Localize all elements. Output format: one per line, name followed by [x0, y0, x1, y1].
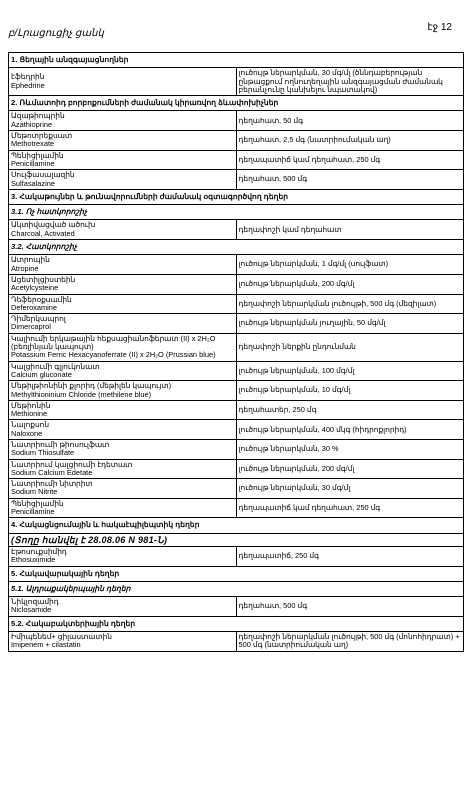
section-heading: 4. Հակացնցումային և հակաէպիլեպտիկ դեղեր [9, 518, 464, 533]
drug-name-latin: Sulfasalazine [11, 178, 55, 188]
drug-name-cell [9, 220, 237, 240]
table-row [9, 597, 464, 617]
table-row [9, 546, 464, 566]
drug-list-table [8, 52, 464, 652]
drug-name-latin: Sodium Thiosulfate [11, 448, 75, 458]
subsection-heading: 3.2. Հատկորոշիչ [9, 240, 464, 255]
drug-name-cell [9, 274, 237, 294]
section-row [9, 616, 464, 631]
document-title: բ/Լրացուցիչ ցանկ [8, 28, 104, 39]
drug-name-armenian: Ակտիվացված ածուխ [11, 220, 96, 230]
subsection-heading: 3.1. Ոչ հատկորոշիչ [9, 205, 464, 220]
drug-name-latin: Deferoxamine [11, 302, 58, 312]
table-row [9, 632, 464, 652]
drug-name-cell [9, 111, 237, 131]
dosage-form-cell: դեղահատ, 2,5 մգ (նատրիումական աղ) [236, 131, 464, 151]
drug-name-cell [9, 498, 237, 518]
table-row [9, 131, 464, 151]
drug-name-latin: Penicillamine [11, 507, 55, 517]
drug-name-armenian: Սուլֆասալազին [11, 170, 75, 180]
drug-name-cell [9, 597, 237, 617]
drug-name-armenian: Նատրիում կալցիումի էդետատ [11, 459, 133, 469]
dosage-form-cell: դեղափոշի ներարկման լուծույթի, 500 մգ (մեզիլատ) [236, 294, 464, 314]
drug-name-latin: Potassium Ferric Hexacyanoferrate (II) x 2H₂O (Prussian blue) [11, 350, 216, 360]
dosage-form-cell: լուծույթ ներարկման, 30 մգ/մլ [236, 479, 464, 499]
drug-name-cell [9, 68, 237, 96]
drug-name-cell [9, 255, 237, 275]
drug-name-armenian: Պենիցիլամին [11, 150, 64, 160]
drug-name-cell [9, 400, 237, 420]
drug-name-cell [9, 170, 237, 190]
table-row [9, 170, 464, 190]
table-row [9, 439, 464, 459]
drug-name-latin: Naloxone [11, 428, 43, 438]
drug-name-latin: Charcoal, Activated [11, 228, 75, 238]
section-row [9, 53, 464, 68]
drug-name-latin: Methionine [11, 409, 48, 419]
drug-name-armenian: Դեֆերօքսամին [11, 294, 72, 304]
drug-name-cell [9, 459, 237, 479]
subsection-row [9, 205, 464, 220]
table-row [9, 255, 464, 275]
drug-name-armenian: Պենիցիլամին [11, 498, 64, 508]
subsection-heading: 5.1. Ալդրաքակերպային դեղեր [9, 581, 464, 596]
drug-name-latin: Niclosamide [11, 605, 52, 615]
table-row [9, 381, 464, 401]
table-row [9, 498, 464, 518]
table-row [9, 400, 464, 420]
dosage-form-cell: դեղափոշի ներքին ընդունման [236, 333, 464, 361]
drug-name-latin: Methylthioninium Chloride (methilene blue) [11, 389, 152, 399]
drug-name-armenian: Էթոսուքսիմիդ [11, 546, 67, 556]
section-heading: 3. Հակաթույներ և թունավորումների ժամանակ օգտագործվող դեղեր [9, 189, 464, 204]
drug-name-armenian: Մեթոտրեքսատ [11, 131, 73, 141]
dosage-form-cell: լուծույթ ներարկման, 400 մկգ (հիդրոքլորիդ) [236, 420, 464, 440]
section-heading: 5.2. Հակաբակտերիային դեղեր [9, 616, 464, 631]
dosage-form-cell: դեղապատիճ, 250 մգ [236, 546, 464, 566]
dosage-form-cell: դեղահատ, 50 մգ [236, 111, 464, 131]
drug-name-armenian: Ազաթիոպրին [11, 111, 65, 121]
page-number: էջ 12 [427, 22, 452, 33]
drug-name-armenian: Նատրիումի նիտրիտ [11, 479, 93, 489]
drug-name-cell [9, 314, 237, 334]
dosage-form-cell: լուծույթ ներարկման, 30 % [236, 439, 464, 459]
drug-name-armenian: Նատրիումի թիոսուլֆատ [11, 439, 110, 449]
drug-name-latin: Penicillamine [11, 158, 55, 168]
section-heading: 1. Ցեղային անզգայացնողներ [9, 53, 464, 68]
section-row [9, 189, 464, 204]
drug-name-cell [9, 546, 237, 566]
section-row [9, 566, 464, 581]
drug-name-latin: Acetylcysteine [11, 283, 59, 293]
drug-name-armenian: Դիմերկապրոլ [11, 314, 66, 324]
drug-name-cell [9, 479, 237, 499]
table-row [9, 68, 464, 96]
table-row [9, 420, 464, 440]
note-row [9, 533, 464, 546]
table-row [9, 479, 464, 499]
drug-name-armenian: Իմիպենեմ+ ցիլաստատին [11, 632, 112, 642]
drug-name-latin: Ethosuximide [11, 555, 56, 565]
drug-name-armenian: Նալոքսոն [11, 420, 50, 430]
dosage-form-cell: դեղափոշի կամ դեղահատ [236, 220, 464, 240]
table-row [9, 294, 464, 314]
dosage-form-cell: լուծույթ ներարկման, 10 մգ/մլ [236, 381, 464, 401]
drug-name-cell [9, 294, 237, 314]
drug-name-armenian: Նիկլոզամիդ [11, 597, 59, 607]
drug-name-latin: Methotrexate [11, 139, 55, 149]
drug-name-latin: Calcium gluconate [11, 369, 72, 379]
table-row [9, 111, 464, 131]
drug-name-latin: Imipenem + cilastatin [11, 640, 81, 650]
drug-name-latin: Sodium Calcium Edetate [11, 467, 93, 477]
drug-name-cell [9, 632, 237, 652]
drug-name-armenian: Կալցիումի գլյուկոնատ [11, 361, 100, 371]
table-row [9, 220, 464, 240]
dosage-form-cell: լուծույթ ներարկման, 30 մգ/մլ (ծննդաբերության ընթացքում ողնուղեղային անզգայացման ժամանակ բերանչունը կանխելու նպատակով) [236, 68, 464, 96]
table-row [9, 459, 464, 479]
drug-name-latin: Atropine [11, 263, 39, 273]
dosage-form-cell: դեղապատիճ կամ դեղահատ, 250 մգ [236, 150, 464, 170]
drug-name-cell [9, 361, 237, 381]
drug-name-cell [9, 333, 237, 361]
table-row [9, 333, 464, 361]
drug-name-cell [9, 439, 237, 459]
table-row [9, 274, 464, 294]
drug-name-latin: Azathioprine [11, 119, 53, 129]
drug-name-armenian: Ացետիլցիստեին [11, 274, 76, 284]
section-row [9, 518, 464, 533]
table-row [9, 314, 464, 334]
drug-name-armenian: Ատրոպին [11, 255, 50, 265]
drug-name-cell [9, 131, 237, 151]
drug-name-latin: Sodium Nitrite [11, 487, 58, 497]
drug-name-latin: Dimercaprol [11, 322, 51, 332]
section-heading: 2. Ռևմատոիդ բորբոքումների ժամանակ կիրառվող ձևափոխիչներ [9, 96, 464, 111]
drug-name-armenian: էֆեդրին [11, 72, 45, 82]
dosage-form-cell: լուծույթ ներարկման, 100 մգ/մլ [236, 361, 464, 381]
drug-name-armenian: Մեթիլթիոնինի քլորիդ (մեթիլեն կապույտ) [11, 381, 172, 391]
dosage-form-cell: դեղահատ, 500 մգ [236, 170, 464, 190]
drug-name-latin: Ephedrine [11, 80, 45, 90]
table-row [9, 150, 464, 170]
dosage-form-cell: լուծույթ ներարկման, 200 մգ/մլ [236, 459, 464, 479]
drug-name-armenian: Կալիումի երկաթային հեքսացիանոֆերատ (II) x 2H₂O (բեռլինյան կապույտ) [11, 333, 216, 352]
drug-name-cell [9, 150, 237, 170]
dosage-form-cell: դեղապատիճ կամ դեղահատ, 250 մգ [236, 498, 464, 518]
drug-list-body [9, 53, 464, 652]
subsection-row [9, 240, 464, 255]
dosage-form-cell: դեղահատ, 500 մգ [236, 597, 464, 617]
dosage-form-cell: լուծույթ ներարկման յուղային, 50 մգ/մլ [236, 314, 464, 334]
dosage-form-cell: լուծույթ ներարկման, 1 մգ/մլ (սուլֆատ) [236, 255, 464, 275]
drug-name-cell [9, 420, 237, 440]
dosage-form-cell: դեղափոշի ներարկման լուծույթի, 500 մգ (մոնոհիդրատ) + 500 մգ (նատրիումական աղ) [236, 632, 464, 652]
table-row [9, 361, 464, 381]
note-heading: (Տողը հանվել է 28.08.06 N 981-Ն) [9, 533, 464, 546]
drug-name-cell [9, 381, 237, 401]
dosage-form-cell: դեղահատեր, 250 մգ [236, 400, 464, 420]
dosage-form-cell: լուծույթ ներարկման, 200 մգ/մլ [236, 274, 464, 294]
drug-name-armenian: Մեթիոնին [11, 400, 51, 410]
section-row [9, 96, 464, 111]
section-heading: 5. Հակավարակային դեղեր [9, 566, 464, 581]
subsection-row [9, 581, 464, 596]
